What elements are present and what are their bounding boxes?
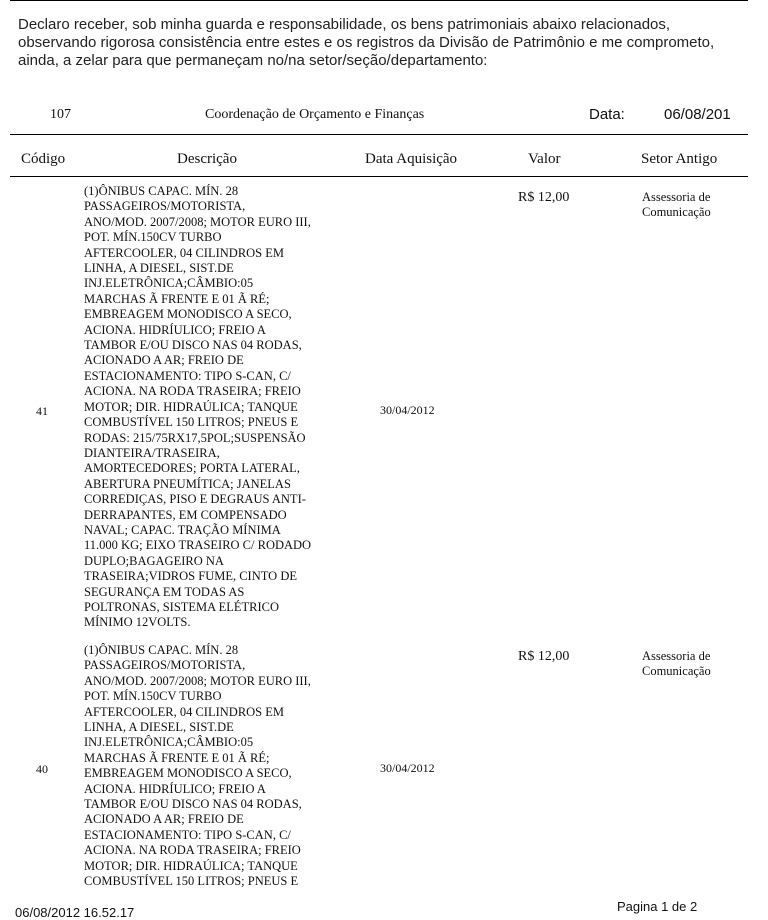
row-data-aquisicao: 30/04/2012 — [380, 403, 435, 417]
department-name: Coordenação de Orçamento e Finanças — [205, 107, 425, 122]
row-valor: R$ 12,00 — [518, 190, 570, 205]
column-header-codigo: Código — [21, 151, 66, 167]
row-setor-antigo: Assessoria de Comunicação — [642, 649, 711, 678]
column-header-setor-antigo: Setor Antigo — [641, 151, 718, 167]
header-divider — [10, 134, 748, 135]
report-timestamp: 06/08/2012 16.52.17 — [15, 905, 135, 920]
top-rule — [10, 0, 748, 1]
row-codigo: 41 — [36, 404, 48, 418]
department-code: 107 — [50, 107, 71, 122]
declaration-text: Declaro receber, sob minha guarda e responsabilidade, os bens patrimoniais abaixo relacionados, observando rigorosa consistência entre estes e os registros da Divisão de Patrimônio e me comprometo, ainda, a zelar para que permaneçam no/na setor/seção/departamento: — [18, 16, 715, 69]
column-header-divider — [10, 176, 748, 177]
page-indicator: Pagina 1 de 2 — [617, 899, 698, 914]
row-setor-antigo: Assessoria de Comunicação — [642, 190, 711, 219]
column-header-valor: Valor — [528, 151, 561, 167]
row-descricao: (1)ÔNIBUS CAPAC. MÍN. 28 PASSAGEIROS/MOTORISTA, ANO/MOD. 2007/2008; MOTOR EURO III, POT. MÍN.150CV TURBO AFTERCOOLER, 04 CILINDROS EM LINHA, A DIESEL, SIST.DE INJ.ELETRÔNICA;CÂMBIO:05 MARCHAS Ã FRENTE E 01 Ã RÉ; EMBREAGEM MONODISCO A SECO, ACIONA. HIDRÍULICO; FREIO A TAMBOR E/OU DISCO NAS 04 RODAS, ACIONADO A AR; FREIO DE ESTACIONAMENTO: TIPO S-CAN, C/ ACIONA. NA RODA TRASEIRA; FREIO MOTOR; DIR. HIDRAÚLICA; TANQUE COMBUSTÍVEL 150 LITROS; PNEUS E — [84, 643, 311, 889]
row-valor: R$ 12,00 — [518, 649, 570, 664]
column-header-descricao: Descrição — [177, 151, 237, 167]
row-codigo: 40 — [36, 762, 48, 776]
date-label: Data: — [589, 106, 625, 123]
row-descricao: (1)ÔNIBUS CAPAC. MÍN. 28 PASSAGEIROS/MOTORISTA, ANO/MOD. 2007/2008; MOTOR EURO III, POT. MÍN.150CV TURBO AFTERCOOLER, 04 CILINDROS EM LINHA, A DIESEL, SIST.DE INJ.ELETRÔNICA;CÂMBIO:05 MARCHAS Ã FRENTE E 01 Ã RÉ; EMBREAGEM MONODISCO A SECO, ACIONA. HIDRÍULICO; FREIO A TAMBOR E/OU DISCO NAS 04 RODAS, ACIONADO A AR; FREIO DE ESTACIONAMENTO: TIPO S-CAN, C/ ACIONA. NA RODA TRASEIRA; FREIO MOTOR; DIR. HIDRAÚLICA; TANQUE COMBUSTÍVEL 150 LITROS; PNEUS E RODAS: 215/75RX17,5POL;SUSPENSÃO DIANTEIRA/TRASEIRA, AMORTECEDORES; PORTA LATERAL, ABERTURA PNEUMÍTICA; JANELAS CORREDIÇAS, PISO E DEGRAUS ANTI- DERRAPANTES, EM COMPENSADO NAVAL; CAPAC. TRAÇÃO MÍNIMA 11.000 KG; EIXO TRASEIRO C/ RODADO DUPLO;BAGAGEIRO NA TRASEIRA;VIDROS FUME, CINTO DE SEGURANÇA EM TODAS AS POLTRONAS, SISTEMA ELÉTRICO MÍNIMO 12VOLTS. — [84, 184, 312, 630]
date-value: 06/08/201 — [664, 106, 731, 123]
row-data-aquisicao: 30/04/2012 — [380, 761, 435, 775]
column-header-data-aquisicao: Data Aquisição — [365, 151, 458, 167]
